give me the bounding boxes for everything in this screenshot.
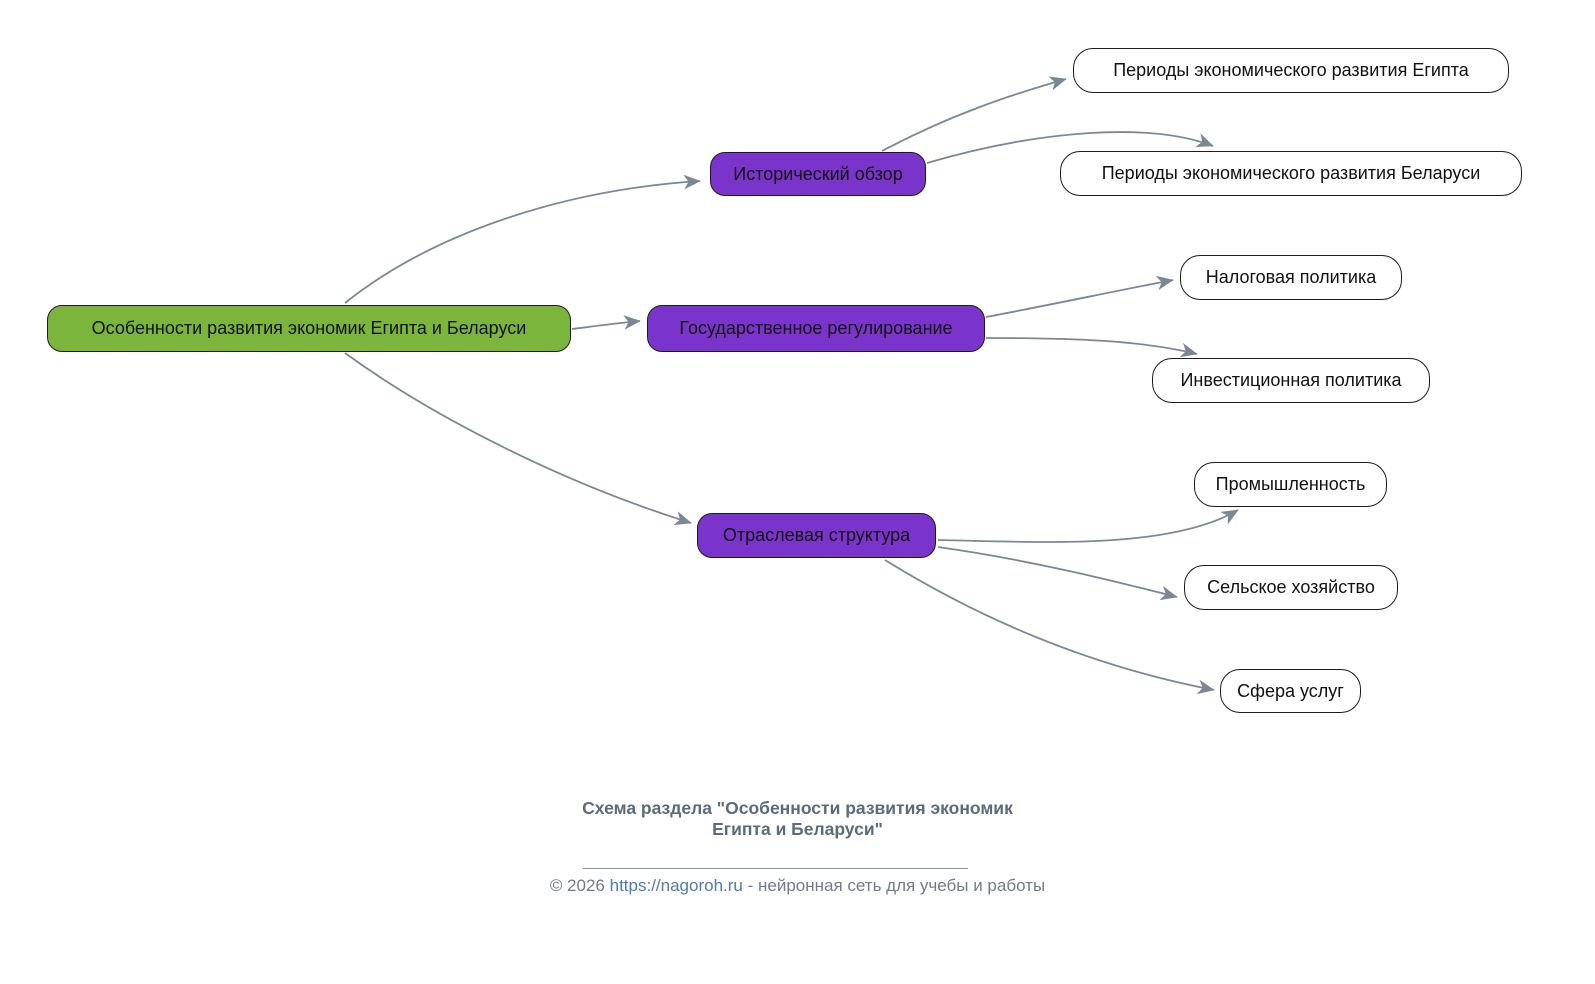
node-agriculture: Сельское хозяйство: [1184, 565, 1398, 610]
copyright-line: [0, 876, 1595, 896]
edge-root-historical: [345, 181, 700, 303]
node-root-topic: Особенности развития экономик Египта и Беларуси: [47, 305, 571, 352]
footer-divider: [583, 868, 968, 869]
node-historical-overview: Исторический обзор: [710, 152, 926, 196]
edge-industry-manufacturing: [938, 510, 1238, 542]
node-egypt-economic-periods: Периоды экономического развития Египта: [1073, 48, 1509, 93]
edge-root-state-regulation: [572, 321, 640, 329]
copyright-suffix: - нейронная сеть для учебы и работы: [742, 876, 1046, 895]
edge-state-investment-policy: [986, 338, 1197, 354]
edge-industry-services: [885, 560, 1214, 690]
edge-root-industry-structure: [345, 353, 691, 523]
diagram-caption-line2: Египта и Беларуси": [712, 819, 883, 839]
edge-state-tax-policy: [986, 280, 1173, 317]
site-link[interactable]: https://nagoroh.ru: [609, 876, 743, 895]
node-manufacturing: Промышленность: [1194, 462, 1387, 507]
node-industry-structure: Отраслевая структура: [697, 513, 936, 558]
node-state-regulation: Государственное регулирование: [647, 305, 985, 352]
node-belarus-economic-periods: Периоды экономического развития Беларуси: [1060, 151, 1522, 196]
diagram-caption: [0, 798, 1595, 840]
edge-industry-agriculture: [938, 547, 1177, 597]
edge-historical-egypt-periods: [882, 79, 1066, 151]
diagram-caption-line1: Схема раздела "Особенности развития экономик: [582, 798, 1013, 818]
copyright-prefix: © 2026: [549, 876, 610, 895]
node-services-sector: Сфера услуг: [1220, 669, 1361, 713]
node-tax-policy: Налоговая политика: [1180, 255, 1402, 300]
node-investment-policy: Инвестиционная политика: [1152, 358, 1430, 403]
